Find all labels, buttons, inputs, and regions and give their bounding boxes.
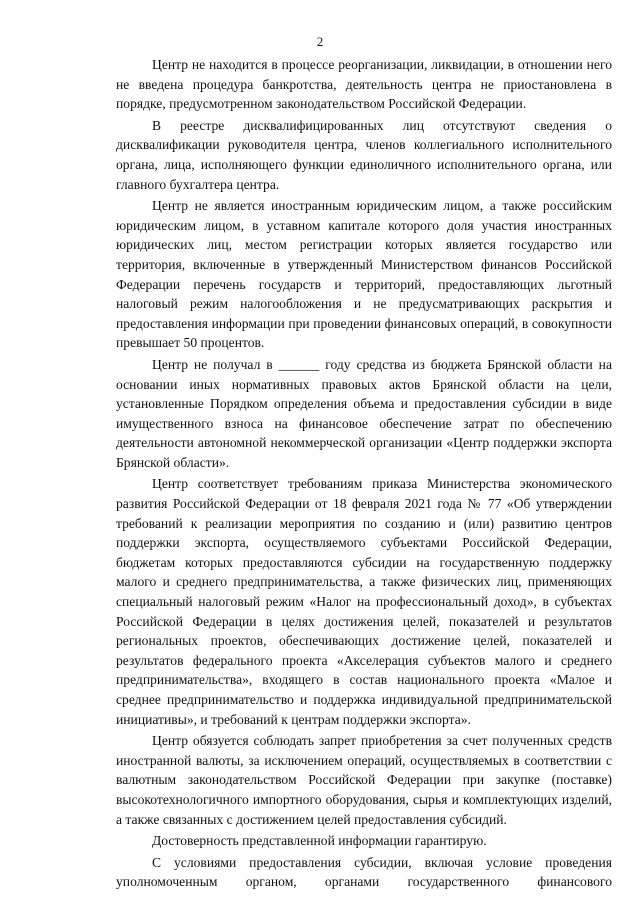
paragraph-not-foreign-entity: Центр не является иностранным юридическим лицом, а также российским юридическим лицом, в уставном капитале которого доля участия иностранных юридических лиц, местом регистрации которых является государство или территория, включенные в утвержденный Министерством финансов Российской Федерации перечень государств и территорий, предоставляющих льготный налоговый режим налогообложения и не предусматривающих раскрытия и предоставления информации при проведении финансовых операций, в совокупности превышает 50 процентов. xyxy=(116,198,612,351)
paragraph-reliability: Достоверность представленной информации гарантирую. xyxy=(152,833,487,849)
paragraph-no-disqualification: В реестре дисквалифицированных лиц отсутствуют сведения о дисквалификации руководителя центра, членов коллегиального исполнительного органа, лица, исполняющего функции единоличного исполнительного органа, или главного бухгалтера центра. xyxy=(116,117,612,192)
paragraph-no-reorganization: Центр не находится в процессе реорганизации, ликвидации, в отношении него не введена процедура банкротства, деятельность центра не приостановлена в порядке, предусмотренном законодательством Российской Федерации. xyxy=(116,57,612,112)
document-body xyxy=(116,55,612,894)
paragraph-ministry-requirements: Центр соответствует требованиям приказа Министерства экономического развития Российской Федерации от 18 февраля 2021 года № 77 «Об утверждении требований к реализации мероприятия по созданию и (или) развитию центров поддержки экспорта, осуществляемого субъектами Российской Федерации, бюджетам которых предоставляются субсидии на государственную поддержку малого и среднего предпринимательства, а также физических лиц, применяющих специальный налоговый режим «Налог на профессиональный доход», в субъектах Российской Федерации в целях достижения целей, показателей и результатов региональных проектов, обеспечивающих достижение целей, показателей и результатов федерального проекта «Акселерация субъектов малого и среднего предпринимательства», входящего в состав национального проекта «Малое и среднее предпринимательство и поддержка индивидуальной предпринимательской инициативы», и требований к центрам поддержки экспорта». xyxy=(116,476,612,727)
paragraph-currency-ban: Центр обязуется соблюдать запрет приобретения за счет полученных средств иностранной валюты, за исключением операций, осуществляемых в соответствии с валютным законодательством Российской Федерации при закупке (поставке) высокотехнологичного импортного оборудования, сырья и комплектующих изделий, а также связанных с достижением целей предоставления субсидий. xyxy=(116,733,612,827)
paragraph-subsidy-conditions: С условиями предоставления субсидии, включая условие проведения уполномоченным органом, органами государственного финансового xyxy=(116,854,612,890)
paragraph-no-other-funds: Центр не получал в ______ году средства из бюджета Брянской области на основании иных нормативных правовых актов Брянской области на цели, установленные Порядком определения объема и предоставления субсидии в виде имущественного взноса на финансовое обеспечение затрат по обеспечению деятельности автономной некоммерческой организации «Центр поддержки экспорта Брянской области». xyxy=(116,356,612,470)
page-number: 2 xyxy=(316,34,324,49)
